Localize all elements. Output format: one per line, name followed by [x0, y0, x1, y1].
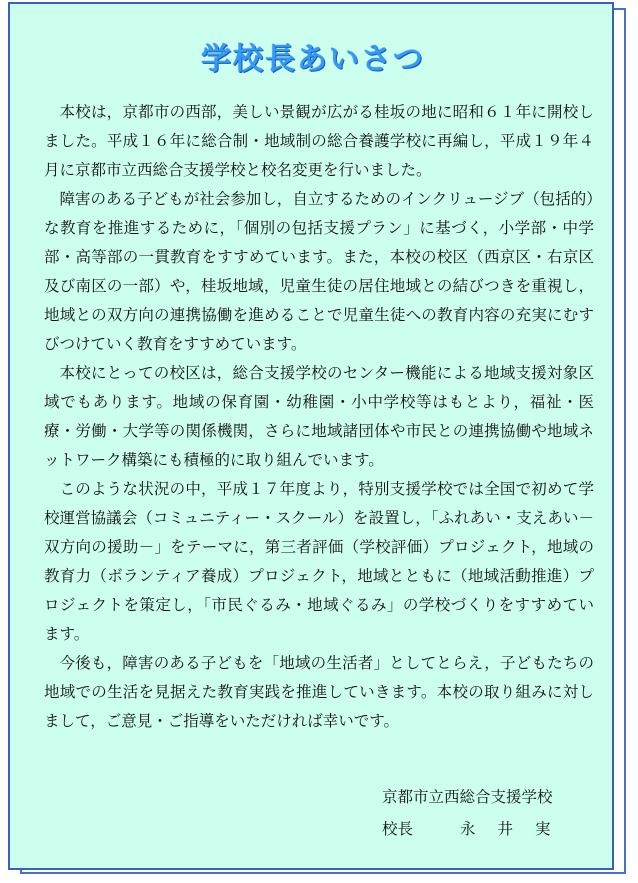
- paragraph: 本校は，京都市の西部，美しい景観が広がる桂坂の地に昭和６１年に開校しました。平成１６年に総合制・地域制の総合養護学校に再編し，平成１９年４月に京都市立西総合支援学校と校名変更を行いました。: [44, 103, 594, 179]
- principal-name: 永井実: [460, 820, 573, 838]
- signature-block: [382, 781, 573, 845]
- greeting-card: [8, 2, 614, 870]
- paragraph: 本校にとっての校区は，総合支援学校のセンター機能による地域支援対象区域でもあります。地域の保育園・幼稚園・小中学校等はもとより，福祉・医療・労働・大学等の関係機関，さらに地域諸団体や市民との連携協働や地域ネットワーク構築にも積極的に取り組んでいます。: [44, 364, 594, 469]
- greeting-body: [44, 98, 594, 736]
- page-title: 学校長あいさつ: [201, 42, 425, 77]
- principal-line: [382, 813, 573, 845]
- paragraph: 今後も，障害のある子どもを「地域の生活者」としてとらえ，子どもたちの地域での生活を見据えた教育実践を推進していきます。本校の取り組みに対しまして，ご意見・ご指導をいただければ幸いです。: [44, 654, 594, 730]
- school-name: 京都市立西総合支援学校: [382, 788, 553, 806]
- principal-title: 校長: [382, 820, 414, 838]
- paragraph: このような状況の中，平成１７年度より，特別支援学校では全国で初めて学校運営協議会（コミュニティー・スクール）を設置し，「ふれあい・支えあい－双方向の援助－」をテーマに，第三者評価（学校評価）プロジェクト，地域の教育力（ボランティア養成）プロジェクト，地域とともに（地域活動推進）プロジェクトを策定し，「市民ぐるみ・地域ぐるみ」の学校づくりをすすめています。: [44, 480, 594, 643]
- paragraph: 障害のある子どもが社会参加し，自立するためのインクリュージブ（包括的）な教育を推進するために，「個別の包括支援プラン」に基づく，小学部・中学部・高等部の一貫教育をすすめています。また，本校の校区（西京区・右京区及び南区の一部）や，桂坂地域，児童生徒の居住地域との結びつきを重視し，地域との双方向の連携協働を進めることで児童生徒への教育内容の充実にむすびつけていく教育をすすめています。: [44, 190, 594, 353]
